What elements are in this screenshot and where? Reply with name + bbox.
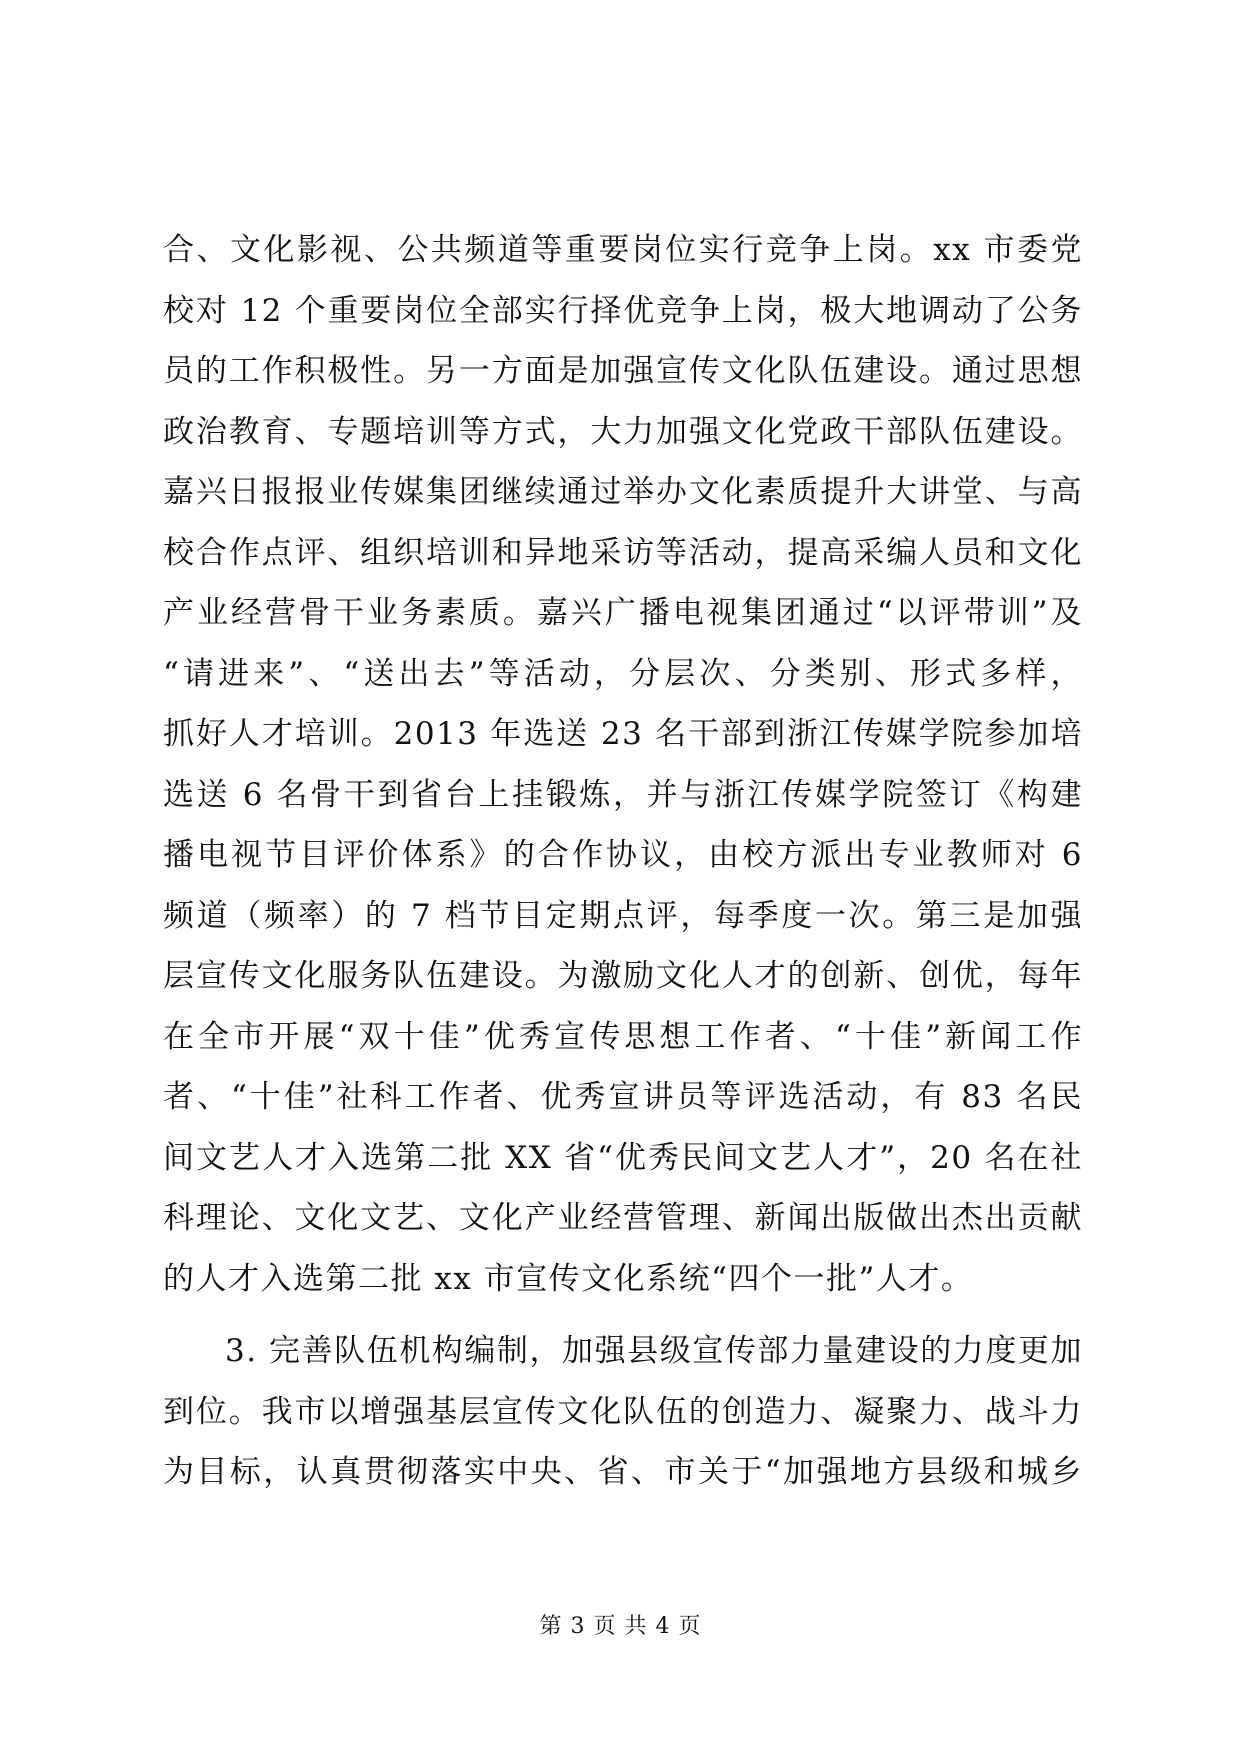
text-line: 频道（频率）的 7 档节目定期点评，每季度一次。第三是加强 bbox=[163, 897, 1083, 934]
body-text bbox=[163, 220, 1083, 1503]
text-line: 在全市开展“双十佳”优秀宣传思想工作者、“十佳”新闻工作 bbox=[163, 1018, 1083, 1055]
text-line: 选送 6 名骨干到省台上挂锻炼，并与浙江传媒学院签订《构建 bbox=[163, 776, 1083, 813]
text-line: 间文艺人才入选第二批 XX 省“优秀民间文艺人才”，20 名在社 bbox=[163, 1139, 1083, 1176]
text-line: “请进来”、“送出去”等活动，分层次、分类别、形式多样， bbox=[163, 655, 1083, 692]
text-line: 合、文化影视、公共频道等重要岗位实行竞争上岗。xx 市委党 bbox=[163, 232, 1083, 268]
text-line: 校合作点评、组织培训和异地采访等活动，提高采编人员和文化 bbox=[163, 534, 1083, 571]
text-line: 到位。我市以增强基层宣传文化队伍的创造力、凝聚力、战斗力 bbox=[163, 1393, 1083, 1430]
paragraph-gap bbox=[163, 1309, 1083, 1321]
text-line: 嘉兴日报报业传媒集团继续通过举办文化素质提升大讲堂、与高 bbox=[163, 474, 1083, 510]
text-line: 层宣传文化服务队伍建设。为激励文化人才的创新、创优，每年 bbox=[163, 958, 1083, 994]
page-footer: 第 3 页 共 4 页 bbox=[539, 1614, 702, 1639]
text-line: 员的工作积极性。另一方面是加强宣传文化队伍建设。通过思想 bbox=[163, 353, 1083, 389]
text-line: 抓好人才培训。2013 年选送 23 名干部到浙江传媒学院参加培 bbox=[163, 716, 1083, 752]
text-line: 科理论、文化文艺、文化产业经营管理、新闻出版做出杰出贡献 bbox=[163, 1200, 1083, 1236]
text-line: 政治教育、专题培训等方式，大力加强文化党政干部队伍建设。 bbox=[163, 413, 1083, 450]
text-line: 的人才入选第二批 xx 市宣传文化系统“四个一批”人才。 bbox=[163, 1260, 974, 1297]
text-line: 校对 12 个重要岗位全部实行择优竞争上岗，极大地调动了公务 bbox=[163, 292, 1083, 329]
text-line: 3. 完善队伍机构编制，加强县级宣传部力量建设的力度更加 bbox=[225, 1333, 1083, 1369]
text-line: 者、“十佳”社科工作者、优秀宣讲员等评选活动，有 83 名民 bbox=[163, 1079, 1083, 1115]
text-line: 播电视节目评价体系》的合作协议，由校方派出专业教师对 6 bbox=[163, 837, 1083, 873]
text-line: 为目标，认真贯彻落实中央、省、市关于“加强地方县级和城乡 bbox=[163, 1454, 1083, 1490]
text-line: 产业经营骨干业务素质。嘉兴广播电视集团通过“以评带训”及 bbox=[163, 595, 1083, 631]
